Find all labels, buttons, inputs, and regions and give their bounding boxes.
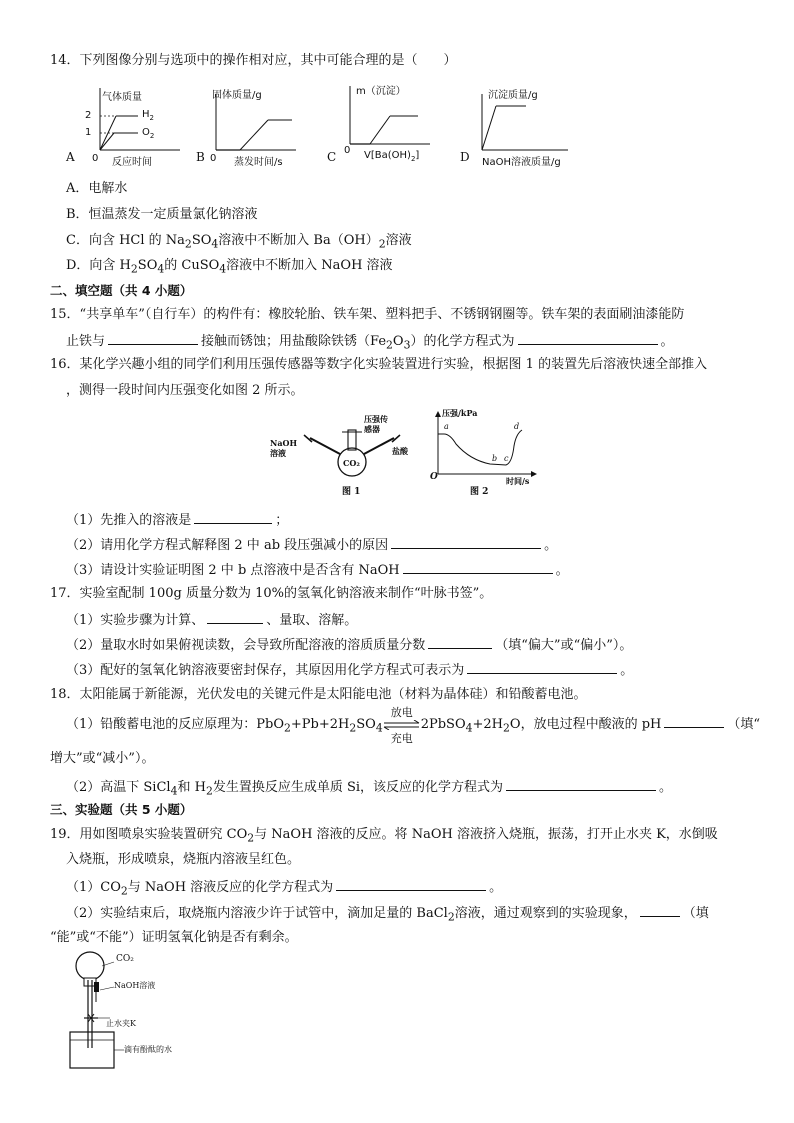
fig1-caption: 图 1 [342, 487, 361, 497]
q14-option-c: C．向含 HCl 的 $Na_2SO_4$溶液中不断加入 $Ba(OH)_2$溶液 [66, 233, 412, 251]
graph-b-letter: B [196, 150, 205, 164]
q19-line1: 19．用如图喷泉实验装置研究 $CO_2$与 NaOH 溶液的反应。将 NaOH 溶液挤入烧瓶，振荡，打开止水夹 K，水倒吸 [50, 827, 718, 845]
graph-a-letter: A [66, 150, 75, 164]
graph-a-tick1: 1 [85, 127, 92, 138]
section-experiment: 三、实验题（共 5 小题） [50, 802, 193, 817]
q15-blank-1[interactable] [108, 331, 198, 345]
graph-d-letter: D [460, 150, 470, 164]
q18-part-2: （2）高温下 SiCl$_4$和 $H_2$发生置换反应生成单质 Si，该反应的化学方程式为 。 [66, 777, 672, 801]
q19-blank-1[interactable] [336, 877, 486, 891]
graph-c-zero: 0 [344, 145, 351, 156]
graph-a-zero: 0 [92, 153, 99, 164]
apparatus-co2-label: CO₂ [116, 954, 134, 964]
q18-line1: 18．太阳能属于新能源，光伏发电的关键元件是太阳能电池（材料为晶体硅）和铅酸蓄电池。 [50, 687, 587, 702]
q14-stem: 14．下列图像分别与选项中的操作相对应，其中可能合理的是（ ） [50, 53, 457, 68]
q15-blank-2[interactable] [518, 331, 658, 345]
q16-part-3: （3）请设计实验证明图 2 中 b 点溶液中是否含有 NaOH 。 [66, 560, 569, 580]
q17-blank-3[interactable] [467, 660, 617, 674]
q16-part-1: （1）先推入的溶液是 ； [66, 510, 288, 530]
graph-d [458, 82, 578, 168]
graph-d-ylabel: 沉淀质量/g [488, 90, 538, 101]
graph-b-xlabel: 蒸发时间/s [234, 157, 283, 168]
graph-a [62, 82, 182, 168]
fig2-point-d: d [514, 422, 520, 431]
fig2-origin: O [430, 472, 438, 482]
q17-part-1: （1）实验步骤为计算、 、量取、溶解。 [66, 610, 357, 630]
fig2-ylabel: 压强/kPa [442, 408, 478, 418]
fig2-caption: 图 2 [470, 487, 489, 497]
q17-part-2: （2）量取水时如果俯视读数，会导致所配溶液的溶质质量分数 （填“偏大”或“偏小”）。 [66, 635, 632, 655]
q19-part-2: （2）实验结束后，取烧瓶内溶液少许于试管中，滴加足量的 BaCl$_2$溶液，通过观察到的实验现象， （填 [66, 903, 709, 927]
graph-a-ylabel: 气体质量 [102, 92, 142, 103]
q16-blank-2[interactable] [391, 535, 541, 549]
q14-option-a: A．电解水 [66, 181, 128, 196]
q18-part-1: （1）铅酸蓄电池的反应原理为：$PbO_2+Pb+2H_2SO_4$ 放电 充电 $2PbSO_4+2H_2O$，放电过程中酸液的 pH （填“ [66, 705, 761, 745]
fig2-point-a: a [444, 422, 449, 431]
graph-c-letter: C [327, 150, 337, 164]
q15-line1: 15．“共享单车”（自行车）的构件有：橡胶轮胎、铁车架、塑料把手、不锈钢钢圈等。铁车架的表面刷油漆能防 [50, 307, 685, 322]
q15-line2: 止铁与 接触而锈蚀；用盐酸除铁锈$(Fe_2O_3)$的化学方程式为 。 [66, 331, 674, 355]
q17-blank-2[interactable] [428, 635, 492, 649]
graph-c [326, 78, 446, 168]
q19-part-2-cont: “能”或“不能”）证明氢氧化钠是否有剩余。 [50, 930, 298, 945]
q16-figure-1 [270, 410, 420, 505]
apparatus-water-label: 滴有酚酞的水 [124, 1045, 172, 1054]
q17-part-3: （3）配好的氢氧化钠溶液要密封保存，其原因用化学方程式可表示为 。 [66, 660, 633, 680]
fig1-hcl-label: 盐酸 [392, 446, 408, 456]
q16-line1: 16．某化学兴趣小组的同学们利用压强传感器等数字化实验装置进行实验，根据图 1 的装置先后溶液快速全部推入 [50, 357, 708, 372]
graph-c-ylabel: m（沉淀） [356, 86, 406, 97]
q19-blank-2[interactable] [640, 903, 680, 917]
q18-blank-2[interactable] [506, 777, 656, 791]
graph-b [196, 82, 306, 168]
graph-d-xlabel: NaOH溶液质量/g [482, 157, 561, 168]
q17-line1: 17．实验室配制 100g 质量分数为 10%的氢氧化钠溶液来制作“叶脉书签”。 [50, 586, 493, 601]
fig1-naoh-label: NaOH 溶液 [270, 438, 298, 458]
apparatus-clamp-label: 止水夹K [106, 1019, 136, 1028]
q17-blank-1[interactable] [207, 610, 263, 624]
q19-line2: 入烧瓶，形成喷泉，烧瓶内溶液呈红色。 [66, 852, 301, 867]
q19-part-1: $(1)CO_2$与 NaOH 溶液反应的化学方程式为 。 [66, 877, 502, 901]
q16-part-2: （2）请用化学方程式解释图 2 中 ab 段压强减小的原因 。 [66, 535, 557, 555]
fountain-apparatus-figure [66, 950, 196, 1072]
q18-blank-1[interactable] [664, 714, 724, 728]
graph-b-ylabel: 固体质量/g [212, 90, 262, 101]
q16-blank-1[interactable] [194, 510, 272, 524]
graph-a-o2: $O_2$ [142, 127, 155, 140]
graph-a-h2: $H_2$ [142, 109, 154, 122]
q16-blank-3[interactable] [403, 560, 553, 574]
graph-a-xlabel: 反应时间 [112, 157, 152, 168]
fig1-co2-label: CO₂ [343, 458, 360, 468]
q14-option-d: D．向含 $H_2SO_4$的 CuSO$_4$溶液中不断加入 NaOH 溶液 [66, 258, 393, 276]
reversible-arrow: 放电 充电 [383, 716, 421, 734]
q16-figure-2 [430, 408, 540, 505]
graph-c-xlabel: $V[Ba(OH)_2]$ [364, 150, 420, 163]
q14-option-b: B．恒温蒸发一定质量氯化钠溶液 [66, 207, 258, 222]
q16-line2: ，测得一段时间内压强变化如图 2 所示。 [66, 383, 304, 398]
graph-b-zero: 0 [210, 153, 217, 164]
fig2-point-c: c [504, 454, 509, 463]
apparatus-naoh-label: NaOH溶液 [114, 981, 156, 990]
fig2-xlabel: 时间/s [506, 476, 530, 486]
fig2-point-b: b [492, 454, 498, 463]
fig1-sensor-label: 压强传 感器 [364, 414, 388, 434]
q18-part-1-cont: 增大”或“减小”）。 [50, 751, 155, 766]
graph-a-tick2: 2 [85, 110, 92, 121]
section-fill-in: 二、填空题（共 4 小题） [50, 283, 193, 298]
